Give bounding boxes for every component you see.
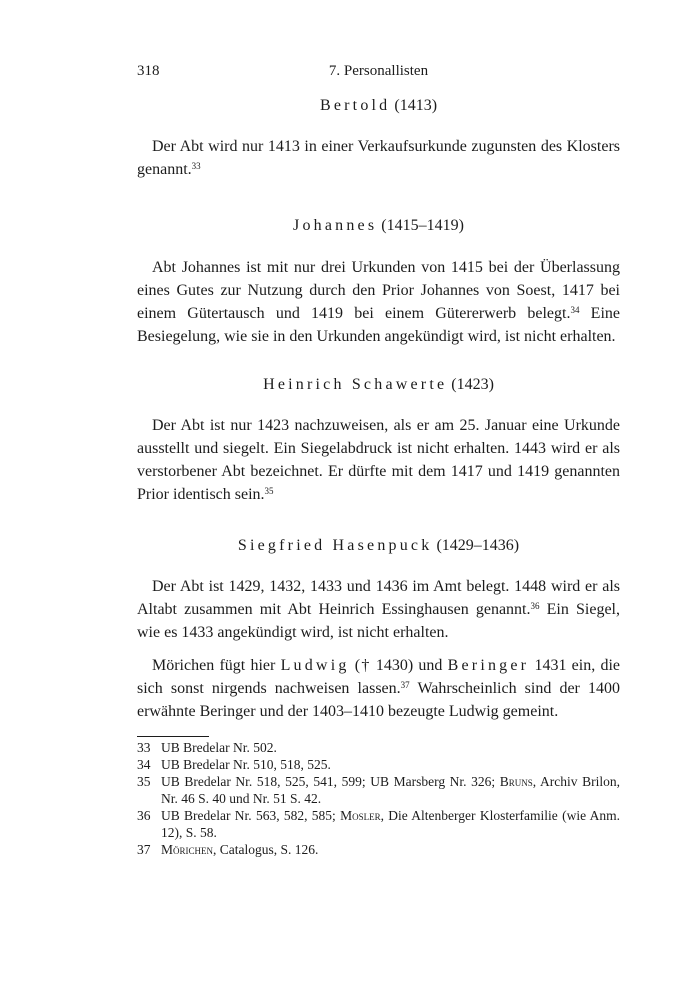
footnote (137, 739, 620, 756)
footnote (137, 773, 620, 807)
paragraph-text: Eine Besiegelung, wie sie in den Urkunden angekündigt wird, ist nicht erhalten. (137, 305, 620, 345)
footnote-ref[interactable]: 37 (400, 680, 410, 690)
section-years: (1423) (451, 376, 494, 393)
paragraph-text: Ein Siegel, wie es 1433 angekündigt wird, ist nicht erhalten. (137, 601, 620, 641)
paragraph (137, 575, 620, 644)
footnote-divider (137, 736, 209, 737)
footnote-text (161, 773, 620, 807)
paragraph-text: († 1430) und (349, 657, 448, 674)
section-heading (137, 374, 620, 396)
footnote-text (161, 807, 620, 841)
paragraph-text: 1431 ein, die sich sonst nirgends nachweisen lassen. (137, 657, 621, 697)
footnote-number: 33 (137, 740, 151, 755)
footnote-text: UB Bredelar Nr. 510, 518, 525. (161, 757, 331, 772)
footnote-text-part: UB Bredelar Nr. 518, 525, 541, 599; UB Marsberg Nr. 326; (161, 774, 500, 789)
paragraph-text: Mörichen fügt hier (152, 657, 281, 674)
footnote-number: 35 (137, 774, 151, 789)
running-title: 7. Personallisten (328, 63, 429, 79)
paragraph-text: Der Abt ist 1429, 1432, 1433 und 1436 im Amt belegt. 1448 wird er als Altabt zusammen mit Abt Heinrich Essinghausen genannt. (137, 578, 620, 618)
section-heading (137, 535, 620, 557)
footnote-text: UB Bredelar Nr. 502. (161, 740, 277, 755)
footnote-text-part: , Archiv Brilon, Nr. 46 S. 40 und Nr. 51 S. 42. (161, 774, 620, 806)
spaced-name: Ludwig (280, 657, 350, 674)
section-years: (1429–1436) (436, 537, 520, 554)
footnote-number: 34 (137, 757, 151, 772)
author-name: Bruns (499, 774, 533, 789)
page-number: 318 (137, 63, 160, 79)
footnote-text-part: UB Bredelar Nr. 563, 582, 585; (161, 808, 341, 823)
section-name: Bertold (319, 97, 391, 114)
spaced-name: Beringer (447, 657, 530, 674)
paragraph (137, 256, 620, 348)
footnote-text-part: , Catalogus, S. 126. (213, 842, 319, 857)
footnote (137, 756, 620, 773)
footnote-ref[interactable]: 36 (530, 601, 540, 611)
section-name: Heinrich Schawerte (263, 376, 448, 393)
footnote-number: 37 (137, 842, 151, 857)
footnote-text-part: , Die Altenberger Klosterfamilie (wie Anm. 12), S. 58. (161, 808, 620, 840)
footnote-ref[interactable]: 34 (570, 305, 580, 315)
paragraph-text: Wahrscheinlich sind der 1400 erwähnte Beringer und der 1403–1410 bezeugte Ludwig gemeint. (137, 680, 620, 720)
footnote-ref[interactable]: 33 (191, 161, 201, 171)
paragraph-text: Der Abt wird nur 1413 in einer Verkaufsurkunde zugunsten des Klosters genannt. (137, 138, 620, 178)
page-header (137, 63, 620, 83)
paragraph-text: Der Abt ist nur 1423 nachzuweisen, als er am 25. Januar eine Urkunde ausstellt und siegelt. Ein Siegelabdruck ist nicht erhalten. 1443 wird er als verstorbener Abt bezeichnet. Er dürfte mit dem 1417 und 1419 genannten Prior identisch sein. (137, 417, 620, 503)
author-name: Mörichen (161, 842, 214, 857)
paragraph (137, 135, 620, 181)
section-heading (137, 95, 620, 117)
section-years: (1413) (394, 97, 438, 114)
paragraph (137, 654, 620, 723)
author-name: Mosler (340, 808, 381, 823)
section-name: Siegfried Hasenpuck (237, 537, 433, 554)
footnote (137, 841, 620, 858)
paragraph (137, 414, 620, 506)
paragraph-text: Abt Johannes ist mit nur drei Urkunden von 1415 bei der Überlassung eines Gutes zur Nutzung durch den Prior Johannes von Soest, 1417 bei einem Gütertausch und 1419 bei einem Gütererwerb belegt. (137, 259, 620, 322)
section-name: Johannes (293, 217, 378, 234)
footnote-text (161, 841, 620, 858)
footnote-number: 36 (137, 808, 151, 823)
section-heading (137, 215, 620, 237)
section-years: (1415–1419) (381, 217, 464, 234)
footnote (137, 807, 620, 841)
footnote-ref[interactable]: 35 (264, 486, 274, 496)
